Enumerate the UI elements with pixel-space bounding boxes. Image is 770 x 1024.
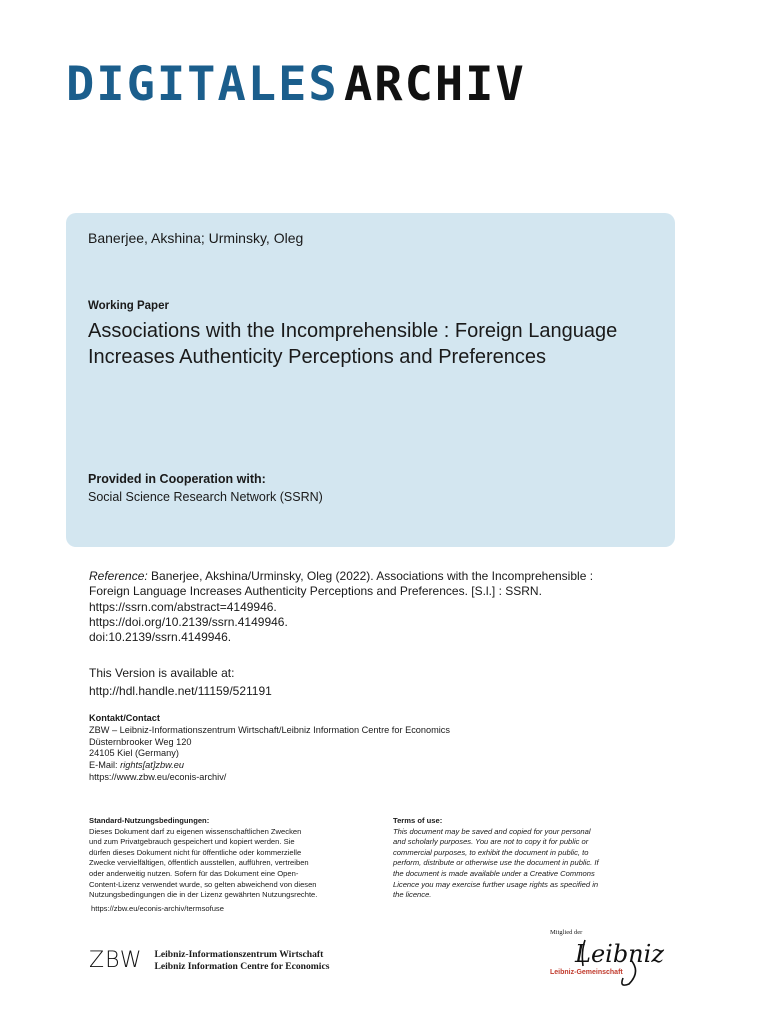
- reference-link[interactable]: https://ssrn.com/abstract=4149946.: [89, 599, 277, 614]
- reference-line: Foreign Language Increases Authenticity Perceptions and Preferences. [S.l.] : SSRN.: [89, 584, 542, 599]
- reference-line: Banerjee, Akshina/Urminsky, Oleg (2022). Associations with the Incomprehensible :: [147, 569, 594, 583]
- title-panel: [66, 213, 675, 547]
- terms-line: Dieses Dokument darf zu eigenen wissenschaftlichen Zwecken: [89, 826, 302, 836]
- digitales-archiv-logo: [66, 57, 536, 112]
- zbw-footer: [89, 948, 329, 973]
- zbw-name: [154, 949, 329, 973]
- terms-line: dürfen dieses Dokument nicht für öffentliche oder kommerzielle: [89, 847, 302, 857]
- reference-label: Reference:: [89, 569, 148, 583]
- logo-archiv: ARCHIV: [344, 57, 526, 112]
- leibniz-signature: [545, 926, 664, 990]
- paper-type: Working Paper: [88, 300, 169, 312]
- terms-line: and scholarly purposes. You are not to copy it for public or: [393, 837, 589, 847]
- terms-line: This document may be saved and copied for your personal: [393, 826, 591, 836]
- version-url[interactable]: http://hdl.handle.net/11159/521191: [89, 684, 272, 698]
- zbw-logo: ZBW: [89, 948, 143, 973]
- contact-line: ZBW – Leibniz-Informationszentrum Wirtschaft/Leibniz Information Centre for Economics: [89, 724, 450, 735]
- terms-line: Content-Lizenz verwendet wurde, so gelten abweichend von diesen: [89, 879, 317, 889]
- terms-line: the licence.: [393, 890, 432, 900]
- contact-block: [89, 713, 450, 784]
- contact-line: Düsternbrooker Weg 120: [89, 736, 192, 747]
- contact-line: 24105 Kiel (Germany): [89, 748, 179, 759]
- leibniz-member-label: Mitglied der: [550, 929, 583, 936]
- logo-digitales: DIGITALES: [66, 57, 339, 112]
- terms-line: oder anderweitig nutzen. Sofern für das Dokument eine Open-: [89, 868, 299, 878]
- paper-title: Associations with the Incomprehensible : Foreign Language Increases Authenticity Perceptions and Preferences: [88, 320, 618, 368]
- terms-german: [89, 816, 374, 901]
- terms-line: Licence you may exercise further usage rights as specified in: [393, 879, 599, 889]
- reference-link[interactable]: https://doi.org/10.2139/ssrn.4149946.: [89, 614, 288, 629]
- version-label: This Version is available at:: [89, 666, 235, 680]
- terms-line: the document is made available under a Creative Commons: [393, 868, 595, 878]
- reference-block: [89, 569, 649, 645]
- terms-line: und zum Privatgebrauch gespeichert und kopiert werden. Sie: [89, 837, 295, 847]
- zbw-name-de: Leibniz-Informationszentrum Wirtschaft: [154, 948, 324, 960]
- contact-url[interactable]: https://www.zbw.eu/econis-archiv/: [89, 771, 227, 782]
- terms-line: commercial purposes, to exhibit the document in public, to: [393, 847, 589, 857]
- leibniz-script-text: Leibniz: [575, 940, 664, 968]
- terms-english-heading: Terms of use:: [393, 816, 443, 825]
- terms-line: perform, distribute or otherwise use the document in public. If: [393, 858, 599, 868]
- cooperation-org: Social Science Research Network (SSRN): [88, 490, 323, 504]
- authors: Banerjee, Akshina; Urminsky, Oleg: [88, 230, 304, 246]
- leibniz-logo: [545, 926, 664, 990]
- leibniz-gemeinschaft: Leibniz-Gemeinschaft: [550, 969, 623, 976]
- reference-doi: doi:10.2139/ssrn.4149946.: [89, 630, 232, 645]
- logo-wordmark: [66, 57, 536, 112]
- terms-english: [393, 816, 648, 901]
- contact-heading: Kontakt/Contact: [89, 713, 160, 723]
- terms-line: Zwecke vervielfältigen, öffentlich ausstellen, aufführen, vertreiben: [89, 858, 309, 868]
- email-label: E-Mail:: [89, 760, 121, 771]
- email-address[interactable]: rights[at]zbw.eu: [120, 760, 184, 771]
- version-block: [89, 664, 272, 700]
- cooperation-heading: Provided in Cooperation with:: [88, 472, 266, 486]
- terms-line: Nutzungsbedingungen die in der Lizenz gewährten Nutzungsrechte.: [89, 890, 318, 900]
- terms-url[interactable]: https://zbw.eu/econis-archiv/termsofuse: [91, 904, 224, 913]
- zbw-name-en: Leibniz Information Centre for Economics: [154, 960, 330, 972]
- terms-german-heading: Standard-Nutzungsbedingungen:: [89, 816, 210, 825]
